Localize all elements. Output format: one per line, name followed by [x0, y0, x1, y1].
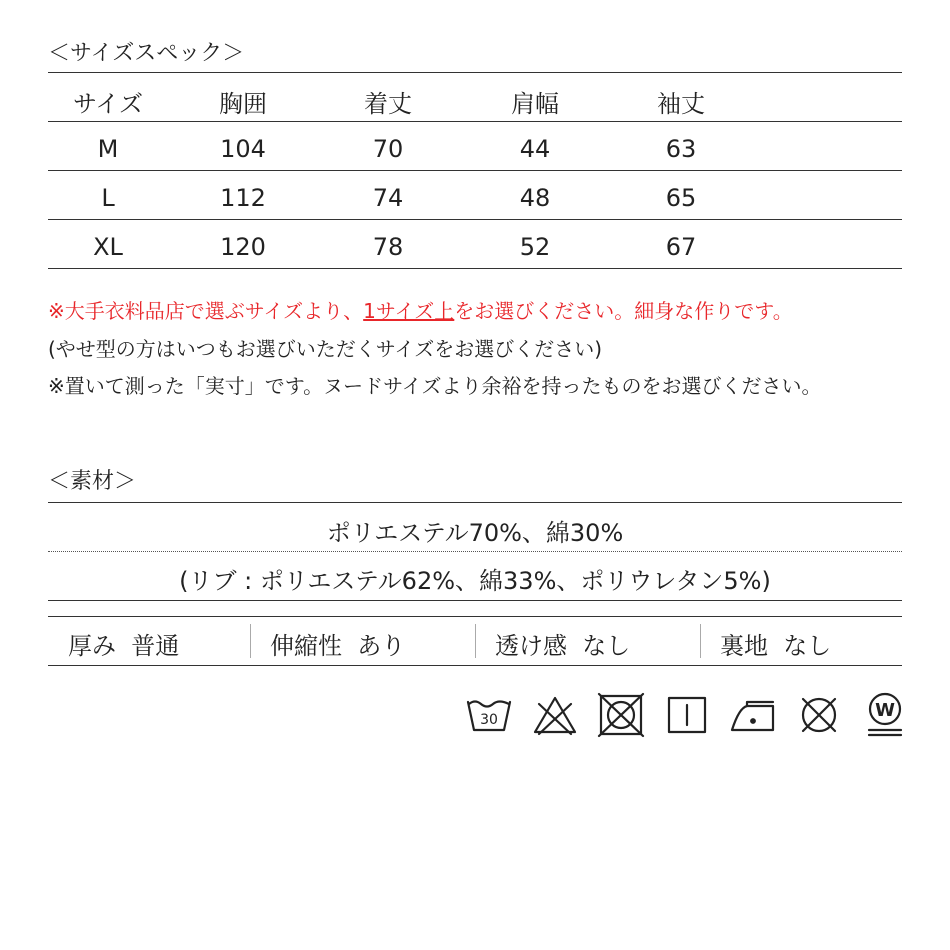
note-part-a: ※大手衣料品店で選ぶサイズより、 [48, 299, 364, 323]
material-dotted-rule [48, 551, 902, 552]
material-main: ポリエステル70%、綿30% [326, 519, 624, 547]
property-divider [250, 624, 251, 658]
svg-text:W: W [875, 700, 895, 721]
cell-size: M [97, 135, 119, 163]
cell-length: 74 [372, 184, 404, 212]
size-spec-title: ＜サイズスペック＞ [48, 41, 245, 66]
property-divider [700, 624, 701, 658]
cell-size: XL [93, 233, 123, 261]
line-dry-icon [663, 690, 711, 738]
properties-top-rule [48, 616, 902, 617]
cell-chest: 104 [220, 135, 266, 163]
row-rule [48, 219, 902, 220]
property-sheerness [495, 626, 630, 661]
property-label: 透け感 [495, 632, 567, 660]
cell-length: 78 [372, 233, 404, 261]
wet-clean-icon [861, 690, 909, 738]
material-bottom-rule [48, 600, 902, 601]
wash-30-icon [465, 690, 513, 738]
header-size: サイズ [72, 90, 144, 118]
material-title: ＜素材＞ [48, 469, 137, 494]
header-sleeve: 袖丈 [657, 90, 705, 118]
property-label: 厚み [68, 632, 116, 660]
table-top-rule [48, 72, 902, 73]
property-value: なし [582, 632, 631, 660]
cell-chest: 112 [220, 184, 266, 212]
svg-text:30: 30 [480, 712, 498, 728]
header-length: 着丈 [364, 90, 412, 118]
size-note-red [48, 295, 793, 324]
material-rib: (リブ : ポリエステル62%、綿33%、ポリウレタン5%) [179, 567, 771, 595]
header-rule [48, 121, 902, 122]
property-value: あり [357, 632, 406, 660]
size-note-3: ※置いて測った「実寸」です。ヌードサイズより余裕を持ったものをお選びください。 [48, 374, 822, 398]
cell-length: 70 [372, 135, 404, 163]
cell-sleeve: 63 [665, 135, 697, 163]
property-divider [475, 624, 476, 658]
no-bleach-icon [531, 690, 579, 738]
note-part-c: をお選びください。細身な作りです。 [454, 299, 793, 323]
property-label: 伸縮性 [270, 632, 342, 660]
cell-shoulder: 44 [519, 135, 551, 163]
header-chest: 胸囲 [219, 90, 267, 118]
cell-size: L [101, 184, 115, 212]
property-thickness [68, 626, 179, 661]
cell-chest: 120 [220, 233, 266, 261]
header-shoulder: 肩幅 [511, 90, 559, 118]
iron-low-icon [729, 690, 777, 738]
property-value: なし [783, 632, 832, 660]
property-label: 裏地 [720, 632, 768, 660]
cell-sleeve: 65 [665, 184, 697, 212]
cell-shoulder: 52 [519, 233, 551, 261]
property-value: 普通 [131, 632, 180, 660]
note-part-emphasis: 1サイズ上 [363, 299, 455, 323]
cell-shoulder: 48 [519, 184, 551, 212]
row-rule [48, 170, 902, 171]
no-dry-clean-icon [795, 690, 843, 738]
no-tumble-dry-icon [597, 690, 645, 738]
size-note-2: (やせ型の方はいつもお選びいただくサイズをお選びください) [48, 337, 603, 361]
material-top-rule [48, 502, 902, 503]
table-bottom-rule [48, 268, 902, 269]
cell-sleeve: 67 [665, 233, 697, 261]
properties-bottom-rule [48, 665, 902, 666]
property-stretch [270, 626, 405, 661]
property-lining [720, 626, 831, 661]
